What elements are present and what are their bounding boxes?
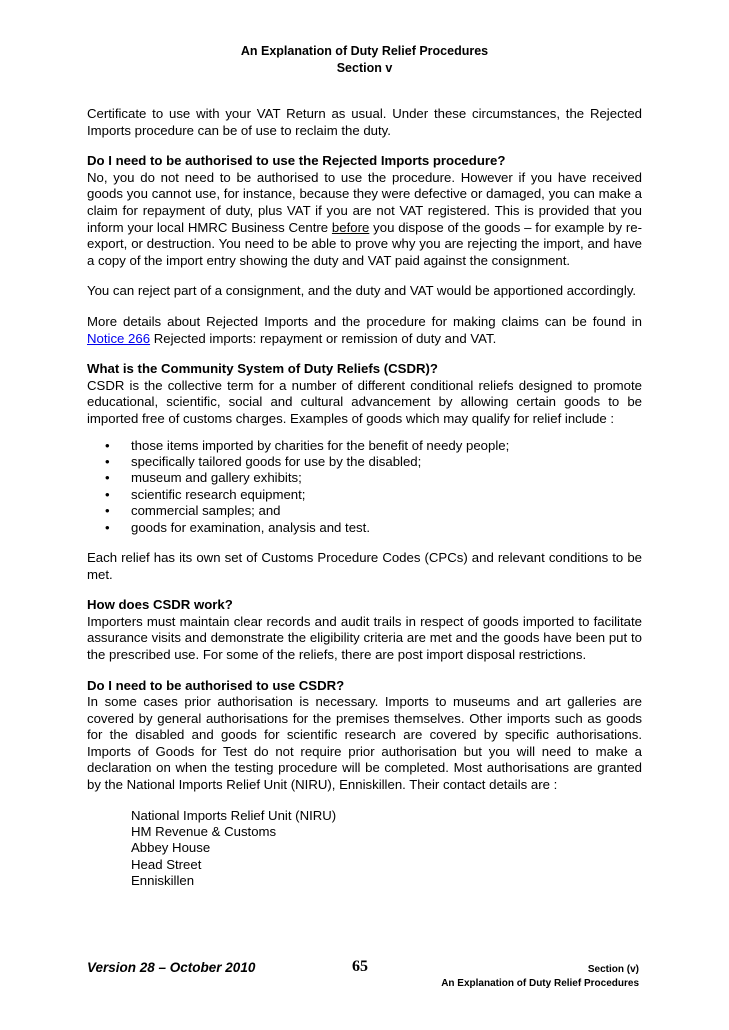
section-heading: How does CSDR work? [87,597,233,613]
paragraph-text: More details about Rejected Imports and the procedure for making claims can be found in [87,313,642,329]
notice-266-link[interactable]: Notice 266 [87,330,151,346]
footer-section-info [441,963,639,991]
list-item [87,503,642,519]
bullet-icon: • [105,503,110,519]
more-details-paragraph [87,314,642,347]
list-item-text: museum and gallery exhibits; [131,470,302,486]
list-item [87,454,642,470]
section-csdr-definition [87,361,642,427]
bullet-icon: • [105,519,110,535]
address-line: HM Revenue & Customs [131,824,277,840]
list-item-text: those items imported by charities for the benefit of needy people; [131,437,510,453]
address-line: Abbey House [131,840,211,856]
list-item [87,470,642,486]
paragraph-text: In some cases prior authorisation is necessary. Imports to museums and art galleries are covered by general authorisations for the premises themselves. Other imports such as goods for the disabled and goods for scientific research are covered by specific authorisations. Imports of Goods for Test do not require prior authorisation but you will need to make a declaration on when the testing procedure will be completed. Most authorisations are granted by the National Imports Relief Unit (NIRU), Enniskillen. Their contact details are : [87,694,642,793]
list-item-text: commercial samples; and [131,503,281,519]
paragraph-text: Importers must maintain clear records and audit trails in respect of goods imported to facilitate assurance visits and demonstrate the eligibility criteria are met and the goods have been put to the prescribed use. For some of the reliefs, there are post import disposal restrictions. [87,613,642,662]
paragraph-text: Rejected imports: repayment or remission of duty and VAT. [150,330,497,346]
page-content [87,106,642,890]
paragraph-text: No, you do not need to be authorised to use the procedure. However if you have received goods you cannot use, for instance, because they were defective or damaged, you can make a claim for repayment of duty, plus VAT if you are not VAT registered. This is provided that you inform your local HMRC Business Centre [87,169,642,235]
qualifying-goods-list [87,438,642,536]
niru-address [131,808,642,890]
address-line: Enniskillen [131,873,195,889]
cpc-paragraph: Each relief has its own set of Customs Procedure Codes (CPCs) and relevant conditions to be met. [87,549,642,582]
underlined-word: before [331,219,370,235]
footer-title: An Explanation of Duty Relief Procedures [441,978,639,989]
section-heading: Do I need to be authorised to use CSDR? [87,677,345,693]
address-line: Head Street [131,856,202,872]
section-rejected-imports-authorisation [87,153,642,269]
address-line: National Imports Relief Unit (NIRU) [131,807,337,823]
paragraph-text: CSDR is the collective term for a number of different conditional reliefs designed to promote educational, scientific, social and cultural advancement by allowing certain goods to be imported free of customs charges. Examples of goods which may qualify for relief include : [87,377,642,426]
bullet-icon: • [105,453,110,469]
section-csdr-authorisation [87,678,642,794]
header-title: An Explanation of Duty Relief Procedures [240,44,489,58]
bullet-icon: • [105,470,110,486]
bullet-icon: • [105,437,110,453]
page-header [0,43,729,77]
footer-version: Version 28 – October 2010 [87,960,256,975]
list-item-text: scientific research equipment; [131,486,306,502]
reject-part-paragraph: You can reject part of a consignment, and the duty and VAT would be apportioned accordingly. [87,283,637,299]
list-item-text: goods for examination, analysis and test. [131,519,370,535]
footer-section: Section (v) [587,964,639,975]
paragraph-text: you dispose of the goods – for example by re-export, or destruction. You need to be able to prove why you are rejecting the import, and have a copy of the import entry showing the duty and VAT paid against the consignment. [87,219,643,268]
section-heading: Do I need to be authorised to use the Rejected Imports procedure? [87,153,506,169]
list-item [87,438,642,454]
bullet-icon: • [105,486,110,502]
header-section: Section v [336,61,393,75]
list-item-text: specifically tailored goods for use by the disabled; [131,453,422,469]
section-how-csdr-works [87,597,642,663]
list-item [87,487,642,503]
list-item [87,520,642,536]
intro-paragraph: Certificate to use with your VAT Return as usual. Under these circumstances, the Rejected Imports procedure can be of use to reclaim the duty. [87,106,642,138]
page-number: 65 [352,958,368,975]
section-heading: What is the Community System of Duty Reliefs (CSDR)? [87,361,438,377]
